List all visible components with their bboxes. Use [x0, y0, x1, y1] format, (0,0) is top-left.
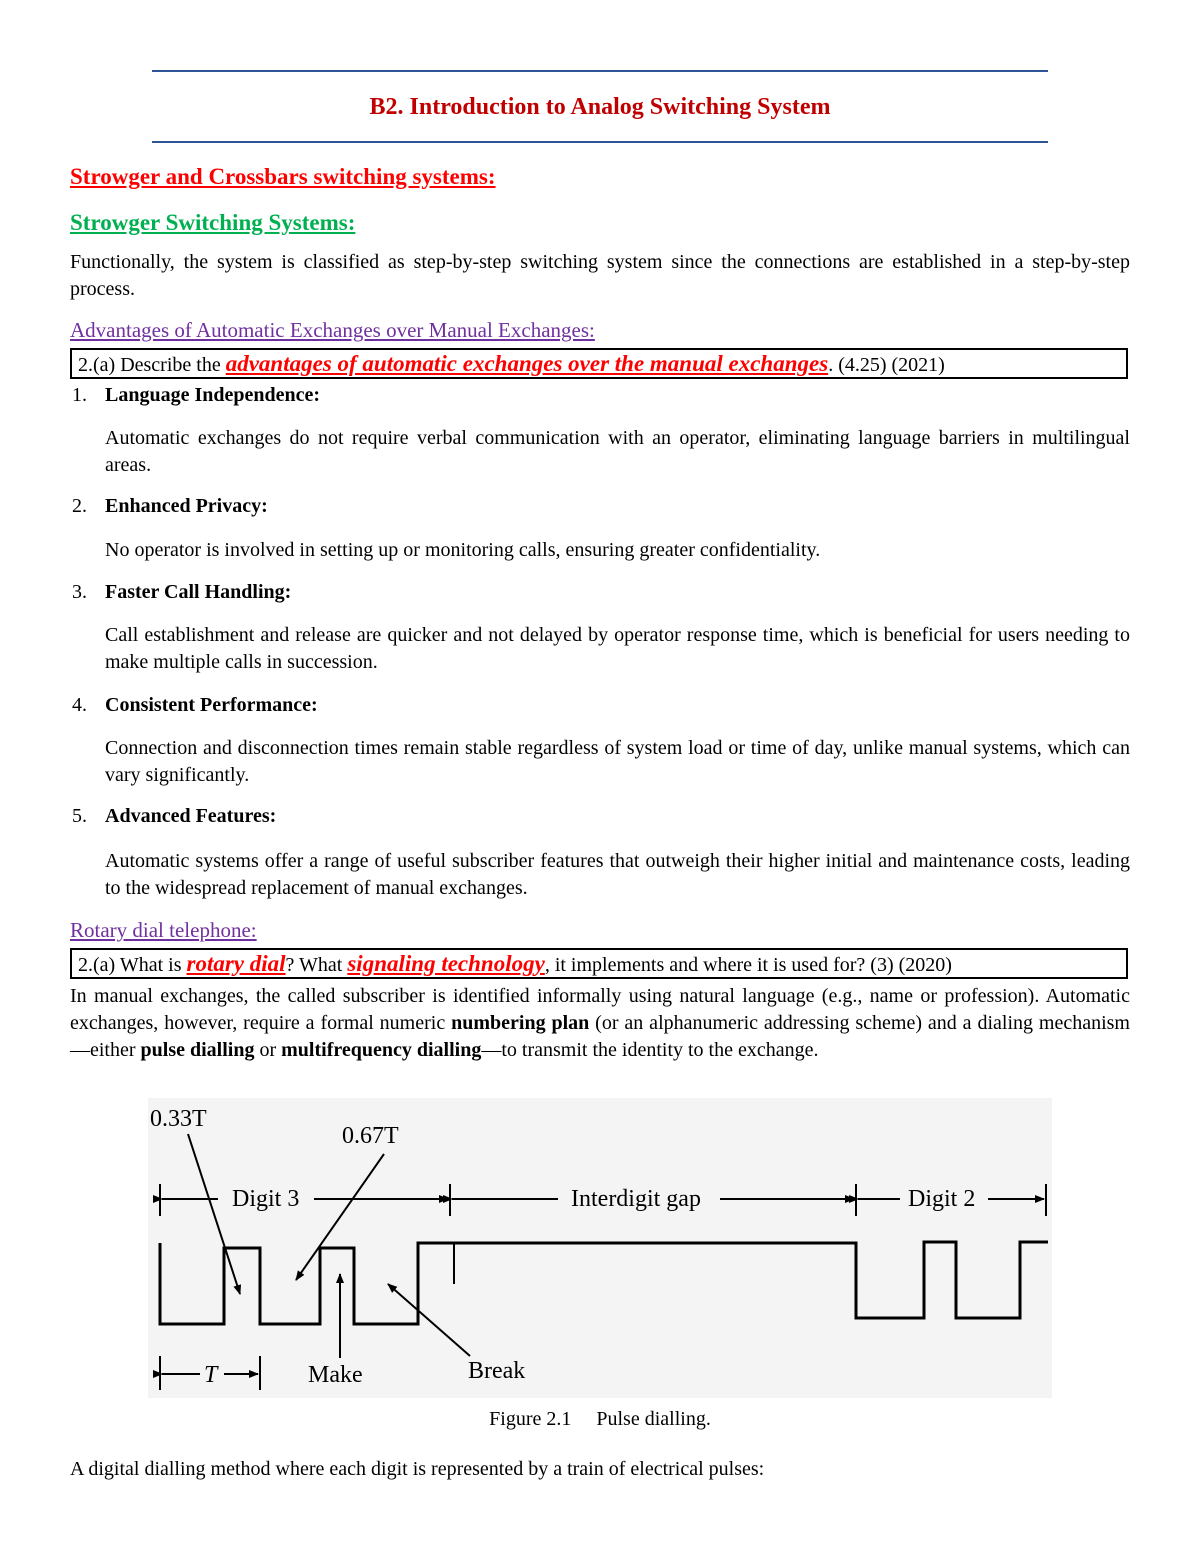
item-body: Call establishment and release are quicker and not delayed by operator response time, which is beneficial for users needing to make multiple calls in succession. — [105, 624, 1130, 673]
pulse-dialling-figure — [148, 1098, 1052, 1398]
question-prefix: 2.(a) Describe the — [78, 354, 226, 376]
question-box-rotary — [70, 948, 1128, 979]
item-body: Automatic exchanges do not require verbal communication with an operator, eliminating language barriers in multilingual areas. — [105, 427, 1130, 476]
pulse-diagram — [148, 1098, 1052, 1398]
text-run: (or an alphanumeric addressing scheme) and a dialing mechanism—either — [70, 1012, 1130, 1061]
item-body: Connection and disconnection times remain stable regardless of system load or time of day, unlike manual systems, which can vary significantly. — [105, 737, 1130, 786]
subsection-heading: Strowger Switching Systems: — [70, 210, 356, 235]
label-period-T: T — [204, 1362, 218, 1388]
item-number: 3. — [72, 581, 87, 603]
label-digit3: Digit 3 — [232, 1186, 300, 1212]
text-run: or — [254, 1039, 282, 1061]
item-title: Consistent Performance: — [105, 694, 318, 716]
question-part: 2.(a) What is — [78, 954, 187, 976]
question-part: ? What — [285, 954, 348, 976]
item-title: Faster Call Handling: — [105, 581, 292, 603]
label-067T: 0.67T — [342, 1123, 399, 1149]
question-highlight: signaling technology — [347, 951, 545, 976]
question-suffix: . (4.25) (2021) — [828, 354, 945, 376]
question-part: , it implements and where it is used for? (3) (2020) — [544, 954, 952, 976]
closing-paragraph: A digital dialling method where each digit is represented by a train of electrical pulses: — [70, 1458, 765, 1480]
bold-term: numbering plan — [451, 1012, 590, 1034]
item-body: Automatic systems offer a range of useful subscriber features that outweigh their higher initial and maintenance costs, leading to the widespread replacement of manual exchanges. — [105, 850, 1130, 899]
text-run: —to transmit the identity to the exchange. — [481, 1039, 819, 1061]
item-title: Advanced Features: — [105, 805, 277, 827]
label-make: Make — [308, 1362, 363, 1388]
intro-paragraph: Functionally, the system is classified as step-by-step switching system since the connections are established in a step-by-step process. — [70, 251, 1130, 300]
pulse-waveform — [160, 1242, 1048, 1324]
rotary-heading: Rotary dial telephone: — [70, 918, 257, 942]
question-box-advantages — [70, 348, 1128, 379]
label-digit2: Digit 2 — [908, 1186, 976, 1212]
section-heading: Strowger and Crossbars switching systems: — [70, 164, 496, 189]
label-break: Break — [468, 1358, 526, 1384]
top-rule — [152, 70, 1048, 72]
item-number: 1. — [72, 384, 87, 406]
page-title: B2. Introduction to Analog Switching System — [369, 94, 831, 120]
rotary-paragraph — [70, 983, 1130, 1064]
label-interdigit-gap: Interdigit gap — [571, 1186, 701, 1212]
bold-term: pulse dialling — [140, 1039, 255, 1061]
bold-term: multifrequency dialling — [281, 1039, 482, 1061]
figure-caption: Figure 2.1 Pulse dialling. — [489, 1408, 711, 1430]
pointer-arrows — [160, 1134, 470, 1390]
item-title: Enhanced Privacy: — [105, 495, 268, 517]
item-body: No operator is involved in setting up or monitoring calls, ensuring greater confidentiality. — [105, 539, 821, 561]
text-run: In manual exchanges, the called subscriber is identified informally using natural language (e.g., name or profession). Automatic exchanges, however, require a formal numeric — [70, 985, 1130, 1034]
item-title: Language Independence: — [105, 384, 321, 406]
question-highlight: advantages of automatic exchanges over the manual exchanges — [225, 351, 829, 376]
question-highlight: rotary dial — [186, 951, 286, 976]
label-033T: 0.33T — [150, 1106, 207, 1132]
item-number: 2. — [72, 495, 87, 517]
item-number: 4. — [72, 694, 87, 716]
item-number: 5. — [72, 805, 87, 827]
title-rule — [152, 141, 1048, 143]
advantages-heading: Advantages of Automatic Exchanges over Manual Exchanges: — [70, 318, 595, 342]
